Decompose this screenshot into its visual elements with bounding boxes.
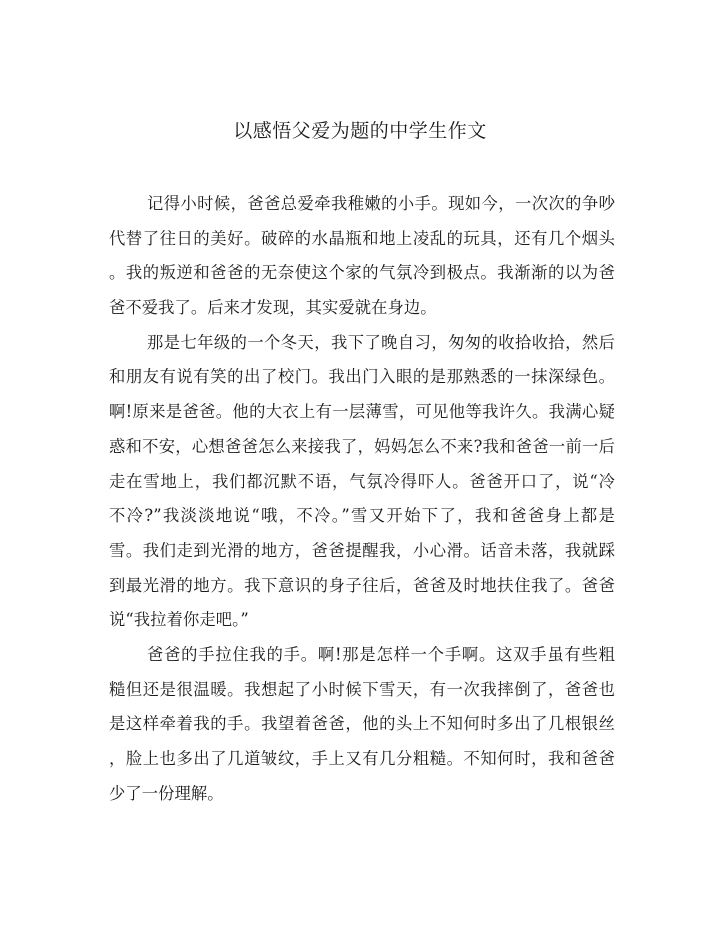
text-line: 不冷?”我淡淡地说“哦，不冷。”雪又开始下了，我和爸爸身上都是	[109, 506, 615, 526]
text-line: 糙但还是很温暖。我想起了小时候下雪天，有一次我摔倒了，爸爸也	[109, 679, 615, 699]
text-line: ，脸上也多出了几道皱纹，手上又有几分粗糙。不知何时，我和爸爸	[109, 749, 615, 768]
document-title: 以感悟父爱为题的中学生作文	[233, 120, 487, 142]
text-line: 雪。我们走到光滑的地方，爸爸提醒我，小心滑。话音未落，我就踩	[109, 540, 615, 560]
text-line: 代替了往日的美好。破碎的水晶瓶和地上凌乱的玩具，还有几个烟头	[109, 228, 615, 248]
document-body	[109, 187, 615, 811]
text-line: 。我的叛逆和爸爸的无奈使这个家的气氛冷到极点。我渐渐的以为爸	[109, 263, 615, 283]
text-line: 记得小时候，爸爸总爱牵我稚嫩的小手。现如今，一次次的争吵	[147, 194, 615, 213]
text-line: 说“我拉着你走吧。”	[109, 610, 249, 630]
text-line: 少了一份理解。	[109, 783, 224, 803]
text-line: 到最光滑的地方。我下意识的身子往后，爸爸及时地扶住我了。爸爸	[109, 575, 615, 595]
text-line: 走在雪地上，我们都沉默不语，气氛冷得吓人。爸爸开口了，说“冷	[109, 471, 615, 491]
text-line: 是这样牵着我的手。我望着爸爸，他的头上不知何时多出了几根银丝	[109, 714, 615, 734]
text-line: 和朋友有说有笑的出了校门。我出门入眼的是那熟悉的一抹深绿色。	[109, 367, 615, 387]
text-line: 爸不爱我了。后来才发现，其实爱就在身边。	[109, 298, 437, 318]
text-line: 惑和不安，心想爸爸怎么来接我了，妈妈怎么不来?我和爸爸一前一后	[109, 436, 615, 456]
text-line: 那是七年级的一个冬天，我下了晚自习，匆匆的收拾收拾，然后	[147, 332, 615, 352]
text-line: 爸爸的手拉住我的手。啊!那是怎样一个手啊。这双手虽有些粗	[147, 644, 615, 664]
text-line: 啊!原来是爸爸。他的大衣上有一层薄雪，可见他等我许久。我满心疑	[109, 402, 615, 422]
